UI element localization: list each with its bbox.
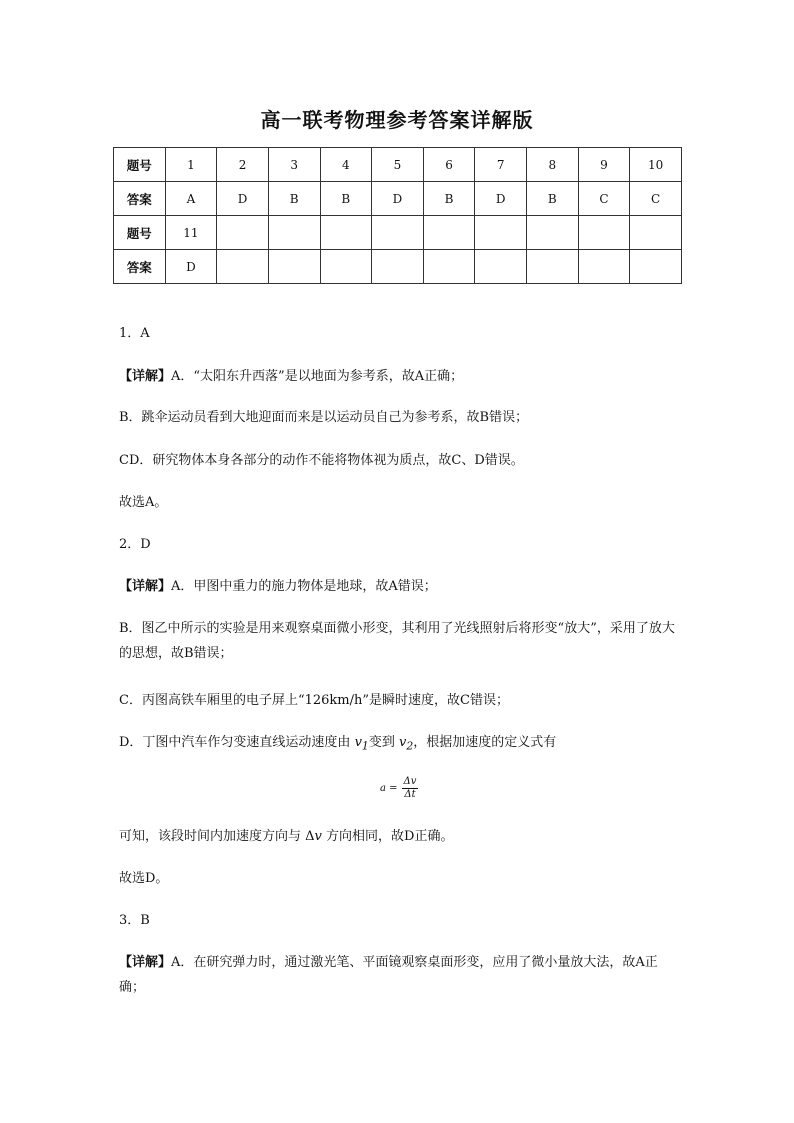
table-cell: 6 xyxy=(423,148,475,182)
table-cell: 11 xyxy=(165,216,217,250)
table-cell xyxy=(217,250,269,284)
q2-line-d-pre: D．丁图中汽车作匀变速直线运动速度由 xyxy=(119,735,355,750)
q3-heading: 3．B xyxy=(119,913,150,928)
table-cell: B xyxy=(423,182,475,216)
q1-line-b: B．跳伞运动员看到大地迎面而来是以运动员自己为参考系，故B错误； xyxy=(119,410,529,425)
table-cell xyxy=(423,250,475,284)
table-cell xyxy=(372,216,424,250)
table-cell xyxy=(320,216,372,250)
q2-line-e xyxy=(119,824,679,849)
table-cell: A xyxy=(165,182,217,216)
q2-heading: 2．D xyxy=(119,537,151,552)
delta-v-symbol: v xyxy=(314,829,322,844)
q2-line-e-pre: 可知，该段时间内加速度方向与 Δ xyxy=(119,829,315,844)
q1-detail-tag: 【详解】 xyxy=(119,369,172,384)
table-cell: 4 xyxy=(320,148,372,182)
table-cell xyxy=(475,250,527,284)
row-label: 题号 xyxy=(114,148,166,182)
table-cell: 8 xyxy=(527,148,579,182)
table-cell: B xyxy=(527,182,579,216)
table-cell xyxy=(527,216,579,250)
q2-line-a xyxy=(119,574,679,599)
table-cell: D xyxy=(217,182,269,216)
table-cell: 1 xyxy=(165,148,217,182)
table-cell xyxy=(475,216,527,250)
formula-denominator: Δt xyxy=(404,789,416,800)
formula-numerator: Δv xyxy=(403,776,417,787)
q1-text-a: A．“太阳东升西落”是以地面为参考系，故A正确； xyxy=(171,369,464,384)
table-cell xyxy=(527,250,579,284)
table-cell xyxy=(320,250,372,284)
table-cell: D xyxy=(372,182,424,216)
formula-fraction xyxy=(402,776,419,801)
table-cell: B xyxy=(268,182,320,216)
q1-conclusion: 故选A。 xyxy=(119,495,168,510)
answer-row xyxy=(114,250,682,284)
answer-table xyxy=(113,147,682,284)
table-cell: C xyxy=(630,182,682,216)
formula-lhs: a = xyxy=(380,783,398,794)
q1-heading: 1．A xyxy=(119,326,150,341)
q2-line-e-post: 方向相同，故D正确。 xyxy=(321,829,454,844)
v1-subscript: 1 xyxy=(361,739,369,753)
table-cell: C xyxy=(578,182,630,216)
table-cell: D xyxy=(165,250,217,284)
row-label: 答案 xyxy=(114,250,166,284)
table-cell: 2 xyxy=(217,148,269,182)
table-cell xyxy=(217,216,269,250)
row-label: 答案 xyxy=(114,182,166,216)
q2-line-d xyxy=(119,730,679,759)
v1-symbol: v xyxy=(354,735,362,750)
q1-line-a xyxy=(119,364,679,389)
table-cell xyxy=(423,216,475,250)
q2-line-d-mid: 变到 xyxy=(368,735,399,750)
q3-line-a xyxy=(119,950,679,1000)
q2-text-a: A．甲图中重力的施力物体是地球，故A错误； xyxy=(171,579,437,594)
v2-symbol: v xyxy=(398,735,407,750)
q3-text-a: A．在研究弹力时，通过激光笔、平面镜观察桌面形变，应用了微小量放大法，故A正确； xyxy=(119,955,658,995)
page-title: 高一联考物理参考答案详解版 xyxy=(260,108,534,132)
table-cell: D xyxy=(475,182,527,216)
answer-row xyxy=(114,182,682,216)
table-cell xyxy=(630,250,682,284)
table-cell: 10 xyxy=(630,148,682,182)
table-cell xyxy=(268,250,320,284)
table-cell: B xyxy=(320,182,372,216)
table-cell: 9 xyxy=(578,148,630,182)
q2-line-d-post: ，根据加速度的定义式有 xyxy=(413,735,557,750)
table-cell xyxy=(578,250,630,284)
acceleration-formula xyxy=(380,776,418,801)
table-cell xyxy=(268,216,320,250)
q2-line-b: B．图乙中所示的实验是用来观察桌面微小形变，其利用了光线照射后将形变“放大”，采用了放大的思想，故B错误； xyxy=(119,621,675,661)
q2-line-c: C．丙图高铁车厢里的电子屏上“126km/h”是瞬时速度，故C错误； xyxy=(119,693,509,708)
q2-conclusion: 故选D。 xyxy=(119,871,169,886)
table-cell xyxy=(372,250,424,284)
q3-detail-tag: 【详解】 xyxy=(119,955,172,970)
q1-line-cd: CD．研究物体本身各部分的动作不能将物体视为质点，故C、D错误。 xyxy=(119,453,524,468)
table-cell: 3 xyxy=(268,148,320,182)
table-cell: 7 xyxy=(475,148,527,182)
q2-detail-tag: 【详解】 xyxy=(119,579,172,594)
question-row xyxy=(114,216,682,250)
row-label: 题号 xyxy=(114,216,166,250)
question-row xyxy=(114,148,682,182)
table-cell: 5 xyxy=(372,148,424,182)
table-cell xyxy=(630,216,682,250)
v2-subscript: 2 xyxy=(406,739,414,753)
table-cell xyxy=(578,216,630,250)
